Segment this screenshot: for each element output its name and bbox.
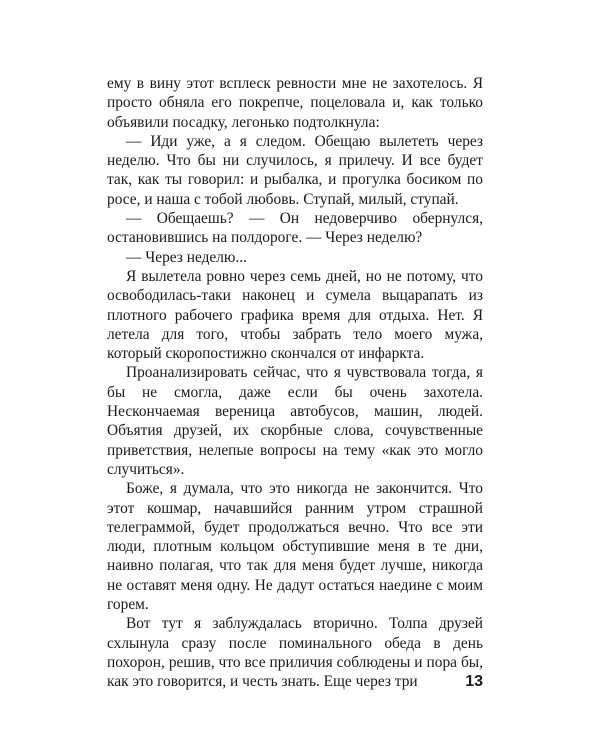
paragraph: ему в вину этот всплеск ревности мне не захотелось. Я просто обняла его покрепче, поцеловала и, как только объявили посадку, легонько подтолкнула: [107, 75, 483, 131]
paragraph: — Обещаешь? — Он недоверчиво обернулся, остановившись на полдороге. — Через неделю? [107, 210, 483, 247]
paragraph: Проанализировать сейчас, что я чувствовала тогда, я бы не смогла, даже если бы очень захотела. Нескончаемая вереница автобусов, машин, людей. Объятия друзей, их скорбные слова, сочувственные приветствия, нелепые вопросы на тему «как это могло случиться». [107, 364, 483, 478]
paragraph: Боже, я думала, что это никогда не закончится. Что этот кошмар, начавшийся ранним утром страшной телеграммой, будет продолжаться вечно. Что все эти люди, плотным кольцом обступившие меня в те дни, наивно полагая, что так для меня будет лучше, никогда не оставят меня одну. Не дадут остаться наедине с моим горем. [107, 480, 483, 614]
paragraph: Вот тут я заблуждалась вторично. Толпа друзей схлынула сразу после поминального обеда в день похорон, решив, что все приличия соблюдены и пора бы, как это говорится, и честь знать. Еще через три [107, 615, 483, 691]
body-text [107, 74, 483, 692]
page-number: 13 [465, 673, 483, 690]
paragraph: — Через неделю... [126, 248, 247, 266]
paragraph: Я вылетела ровно через семь дней, но не потому, что освободилась-таки наконец и сумела выцарапать из плотного рабочего графика время для отдыха. Нет. Я летела для того, чтобы забрать тело моего мужа, который скоропостижно скончался от инфаркта. [107, 267, 483, 363]
paragraph: — Иди уже, а я следом. Обещаю вылететь через неделю. Что бы ни случилось, я прилечу. И все будет так, как ты говорил: и рыбалка, и прогулка босиком по росе, и наша с тобой любовь. Ступай, милый, ступай. [107, 132, 483, 208]
